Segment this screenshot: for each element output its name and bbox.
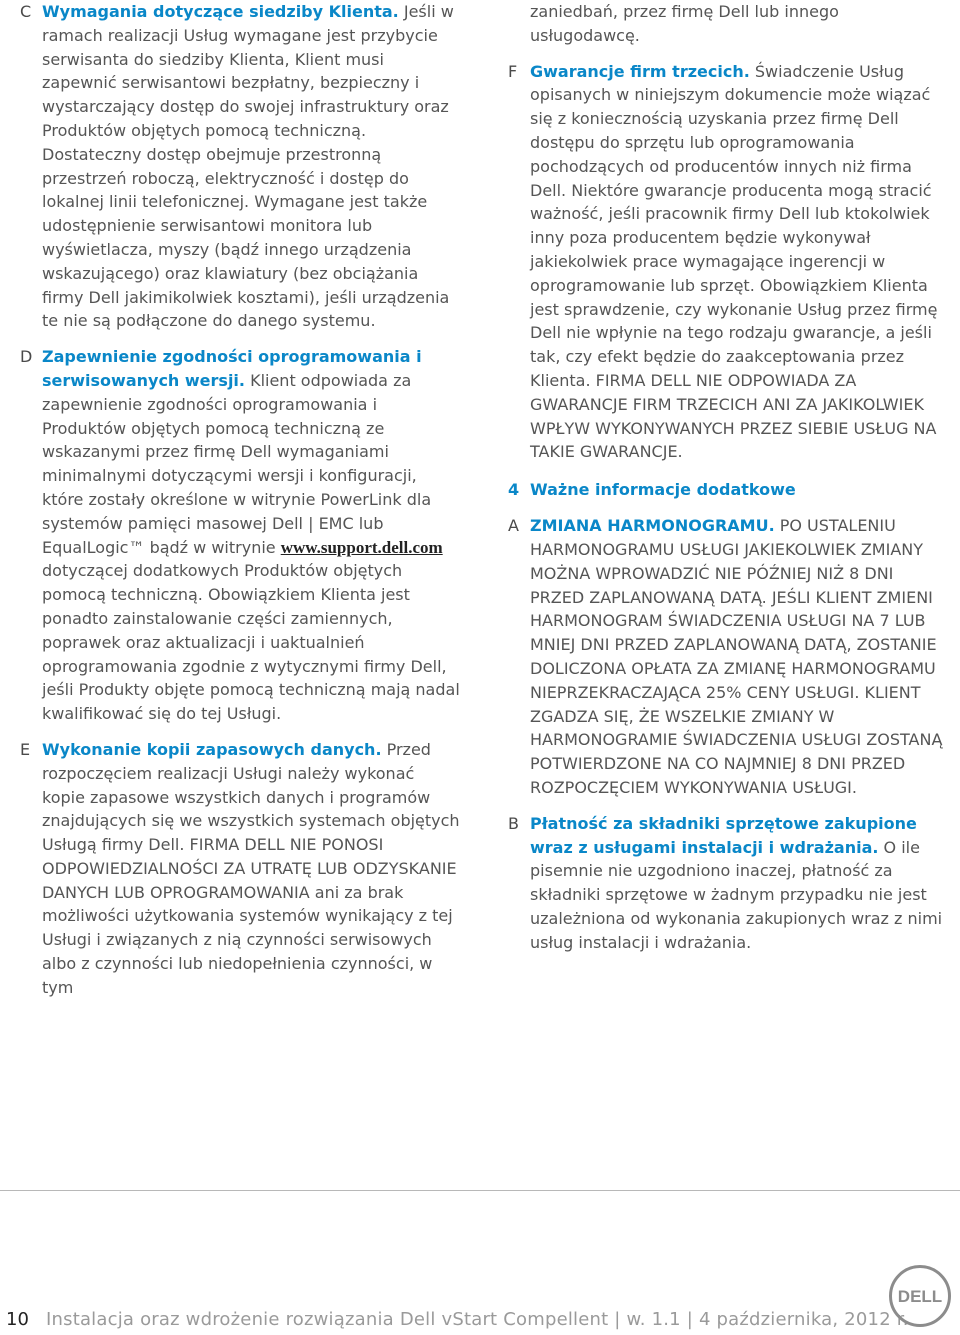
item-heading: Gwarancje firm trzecich. [530, 61, 750, 81]
item-letter: A [508, 516, 519, 536]
item-heading: Wymagania dotyczące siedziby Klienta. [42, 2, 399, 21]
item-body: O ile pisemnie nie uzgodniono inaczej, płatność za składniki sprzętowe w żadnym przypadku nie jest uzależniona od wykonania zakupionych wraz z nimi usług instalacji i wdrażania. [530, 837, 943, 952]
support-link[interactable]: www.support.dell.com [280, 537, 443, 557]
right-column [508, 0, 948, 954]
section-title: Ważne informacje dodatkowe [530, 480, 796, 500]
item-paragraph [530, 514, 948, 800]
item-d [20, 345, 460, 726]
item-letter: B [508, 813, 519, 833]
item-letter: D [20, 347, 33, 367]
dell-logo-icon [888, 1264, 952, 1328]
item-e [20, 738, 460, 1000]
item-paragraph [530, 60, 948, 465]
item-body: Jeśli w ramach realizacji Usług wymagane jest przybycie serwisanta do siedziby Klienta, Klient musi zapewnić serwisantowi bezpłatny, bezpieczny i wystarczający dostęp do swojej infrastruktury oraz Produktów objętych pomocą techniczną. Dostateczny dostęp obejmuje przestronną przestrzeń roboczą, elektryczność i dostęp do lokalnej linii telefonicznej. Wymagane jest także udostępnienie serwisantowi monitora lub wyświetlacza, myszy (bądź innego urządzenia wskazującego) oraz klawiatury (bez obciążania firmy Dell jakimikolwiek kosztami), jeśli urządzenia te nie są podłączone do danego systemu. [42, 2, 454, 331]
item-body: Przed rozpoczęciem realizacji Usługi należy wykonać kopie zapasowe wszystkich danych i programów znajdujących się we wszystkich systemach objętych Usługą firmy Dell. FIRMA DELL NIE PONOSI ODPOWIEDZIALNOŚCI ZA UTRATĘ LUB ODZYSKANIE DANYCH LUB OPROGRAMOWANIA ani za brak możliwości użytkowania systemów wynikający z tej Usługi i związanych z nią czynności serwisowych albo z czynności lub niedopełnienia czynności, w tym [42, 739, 460, 997]
item-c [20, 0, 460, 333]
footer-divider [0, 1190, 960, 1191]
item-a [508, 514, 948, 800]
item-letter: F [508, 61, 518, 81]
item-f [508, 60, 948, 465]
item-body-continued: dotyczącej dodatkowych Produktów objętych pomocą techniczną. Obowiązkiem Klienta jest ponadto zainstalowanie części zamiennych, poprawek oraz aktualizacji i uaktualnień oprogramowania zgodnie z wytycznymi firmy Dell, jeśli Produkty objęte pomocą techniczną mają nadal kwalifikować się do tej Usługi. [42, 561, 460, 724]
item-paragraph [42, 738, 460, 1000]
footer-title: Instalacja oraz wdrożenie rozwiązania Dell vStart Compellent | w. 1.1 | 4 października, 2012 r. [46, 1309, 909, 1330]
item-paragraph [42, 345, 460, 726]
item-paragraph [530, 812, 948, 955]
item-b [508, 812, 948, 955]
dell-logo-svg [888, 1264, 952, 1328]
item-body: Świadczenie Usług opisanych w niniejszym dokumencie może wiązać się z koniecznością uzyskania przez firmę Dell dostępu do sprzętu lub oprogramowania pochodzących od producentów innych niż firma Dell. Niektóre gwarancje producenta mogą stracić ważność, jeśli pracownik firmy Dell lub ktokolwiek inny poza producentem będzie wykonywał jakiekolwiek prace wymagające ingerencji w oprogramowanie lub sprzęt. Obowiązkiem Klienta jest sprawdzenie, czy wykonanie Usług przez firmę Dell nie wpłynie na tego rodzaju gwarancje, a jeśli tak, czy efekt będzie do zaakceptowania przez Klienta. FIRMA DELL NIE ODPOWIADA ZA GWARANCJE FIRM TRZECICH ANI ZA JAKIKOLWIEK WPŁYW WYKONYWANYCH PRZEZ SIEBIE USŁUG NA TAKIE GWARANCJE. [530, 61, 938, 462]
item-heading: Zapewnienie zgodności oprogramowania i serwisowanych wersji. [42, 347, 422, 390]
item-heading: ZMIANA HARMONOGRAMU. [530, 516, 775, 536]
left-column [20, 0, 460, 1000]
item-paragraph [42, 0, 460, 333]
section-heading [508, 478, 948, 502]
continuation-block [508, 0, 948, 48]
section-number: 4 [508, 480, 520, 500]
item-letter: C [20, 2, 32, 21]
item-letter: E [20, 739, 31, 759]
item-body: Klient odpowiada za zapewnienie zgodności oprogramowania i Produktów objętych pomocą techniczną ze wskazanymi przez firmę Dell wymaganiami minimalnymi dotyczącymi wersji i konfiguracji, które zostały określone w witrynie PowerLink dla systemów pamięci masowej Dell | EMC lub EqualLogic™ bądź w witrynie [42, 370, 432, 557]
item-heading: Płatność za składniki sprzętowe zakupione wraz z usługami instalacji i wdrażania. [530, 813, 917, 857]
continuation-text: zaniedbań, przez firmę Dell lub innego usługodawcę. [530, 2, 839, 45]
item-body: PO USTALENIU HARMONOGRAMU USŁUGI JAKIEKOLWIEK ZMIANY MOŻNA WPROWADZIĆ NIE PÓŹNIEJ NIŻ 8 DNI PRZED ZAPLANOWANĄ DATĄ. JEŚLI KLIENT ZMIENI HARMONOGRAM ŚWIADCZENIA USŁUGI NA 7 LUB MNIEJ DNI PRZED ZAPLANOWANĄ DATĄ, ZOSTANIE DOLICZONA OPŁATA ZA ZMIANĘ HARMONOGRAMU NIEPRZEKRACZAJĄCA 25% CENY USŁUGI. KLIENT ZGADZA SIĘ, ŻE WSZELKIE ZMIANY W HARMONOGRAMIE ŚWIADCZENIA USŁUGI ZOSTANĄ POTWIERDZONE NA CO NAJMNIEJ 8 DNI PRZED ROZPOCZĘCIEM WYKONYWANIA USŁUGI. [530, 516, 943, 797]
dell-logo-text: DELL [897, 1287, 943, 1306]
page-number: 10 [6, 1309, 29, 1330]
item-heading: Wykonanie kopii zapasowych danych. [42, 739, 382, 759]
